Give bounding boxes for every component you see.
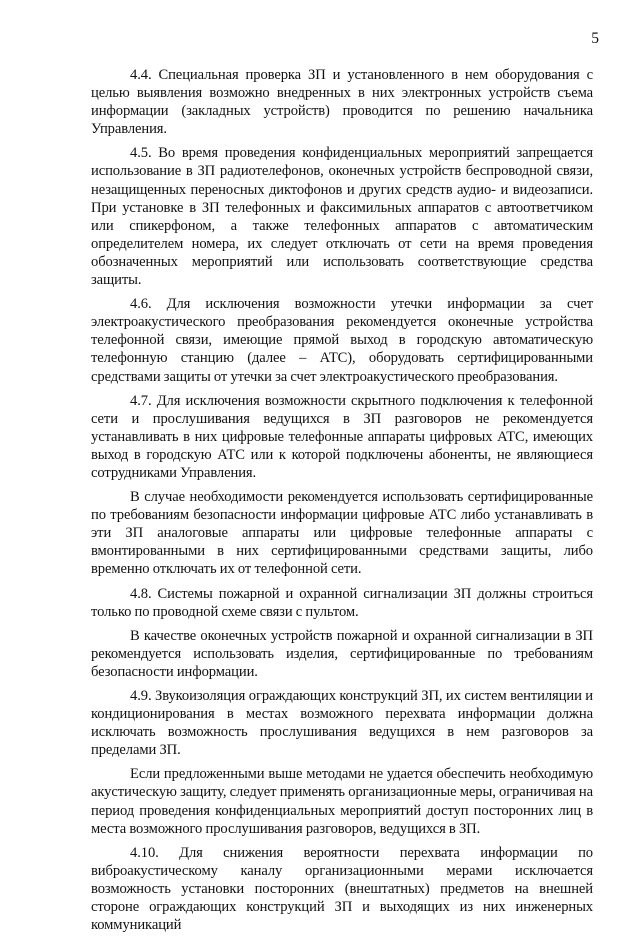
document-body [91,66,593,940]
paragraph-4-4: 4.4. Специальная проверка ЗП и установленного в нем оборудования с целью выявления возможно внедренных в них электронных устройств съема информации (закладных устройств) проводится по решению начальника Управления. [91,67,593,138]
paragraph-4-8: 4.8. Системы пожарной и охранной сигнализации ЗП должны строиться только по проводной схеме связи с пультом. [91,585,593,620]
page-number: 5 [591,30,599,47]
paragraph-4-9-continued: Если предложенными выше методами не удается обеспечить необходимую акустическую защиту, следует применять организационные меры, ограничивая на период проведения конфиденциальных мероприятий доступ посторонних лиц в места возможного прослушивания разговоров, ведущихся в ЗП. [91,766,593,837]
paragraph-4-5: 4.5. Во время проведения конфиденциальных мероприятий запрещается использование в ЗП радиотелефонов, оконечных устройств беспроводной связи, незащищенных переносных диктофонов и других средств аудио- и видеозаписи. При установке в ЗП телефонных и факсимильных аппаратов с автоответчиком или спикерфоном, а также телефонных аппаратов с автоматическим определителем номера, их следует отключать от сети на время проведения обозначенных мероприятий или использовать соответствующие средства защиты. [91,145,593,289]
paragraph-4-10: 4.10. Для снижения вероятности перехвата информации по виброакустическому каналу организационными мерами исключается возможность установки посторонних (внештатных) предметов на внешней стороне ограждающих конструкций ЗП и выходящих из них инженерных коммуникаций [91,844,593,934]
paragraph-4-6: 4.6. Для исключения возможности утечки информации за счет электроакустического преобразования рекомендуется оконечные устройства телефонной связи, имеющие прямой выход в городскую автоматическую телефонную станцию (далее – АТС), оборудовать сертифицированными средствами защиты от утечки за счет электроакустического преобразования. [91,296,593,385]
paragraph-4-7: 4.7. Для исключения возможности скрытного подключения к телефонной сети и прослушивания ведущихся в ЗП разговоров не рекомендуется устанавливать в них цифровые телефонные аппараты цифровых АТС, имеющих выход в городскую АТС или к которой подключены абоненты, не являющиеся сотрудниками Управления. [91,392,593,481]
paragraph-4-8-continued: В качестве оконечных устройств пожарной и охранной сигнализации в ЗП рекомендуется использовать изделия, сертифицированные по требованиям безопасности информации. [91,627,593,680]
paragraph-4-9: 4.9. Звукоизоляция ограждающих конструкций ЗП, их систем вентиляции и кондиционирования в местах возможного перехвата информации должна исключать возможность прослушивания ведущихся в нем разговоров за пределами ЗП. [91,688,593,759]
paragraph-4-7-continued: В случае необходимости рекомендуется использовать сертифицированные по требованиям безопасности информации цифровые АТС либо устанавливать в эти ЗП аналоговые аппараты или цифровые телефонные аппараты с вмонтированными в них сертифицированными средствами защиты, либо временно отключать их от телефонной сети. [91,489,593,578]
